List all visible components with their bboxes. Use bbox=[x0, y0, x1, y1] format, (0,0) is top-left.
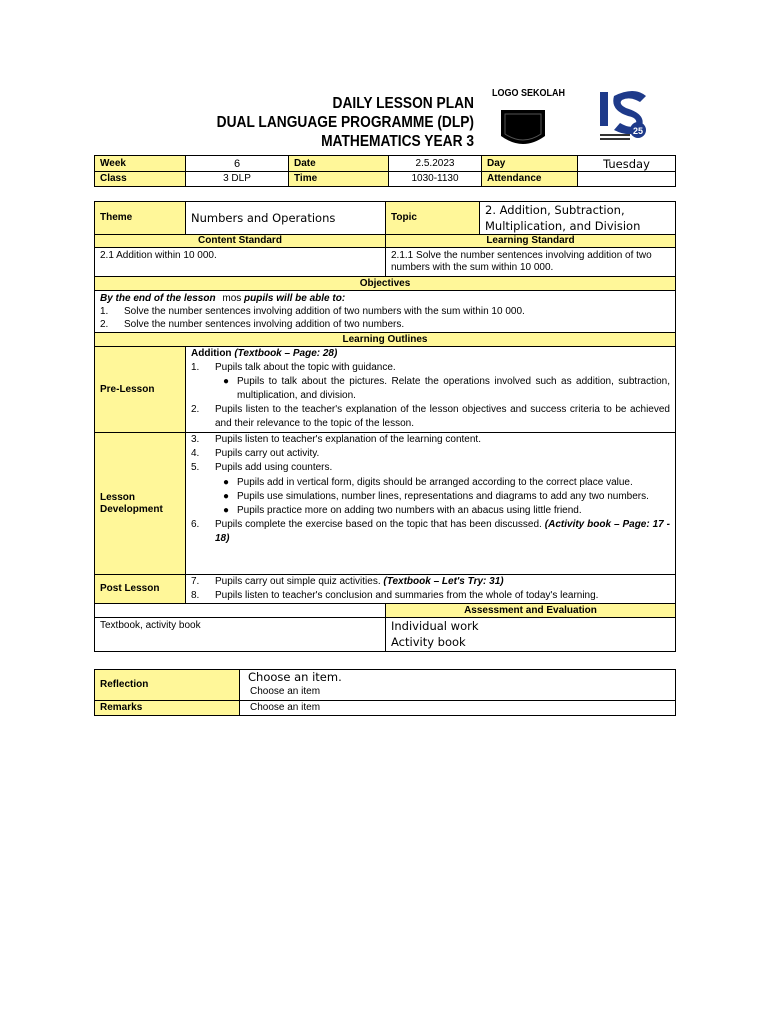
post-item: 8. Pupils listen to teacher's conclusion and summaries from the whole of today's learning. bbox=[191, 590, 599, 601]
objectives-intro-c: pupils will be able to: bbox=[244, 293, 346, 304]
time-value[interactable]: 1030-1130 bbox=[389, 172, 482, 187]
dev-bullet: ● Pupils add in vertical form, digits should be arranged according to the correct place value. bbox=[222, 477, 633, 488]
week-label: Week bbox=[95, 156, 186, 172]
school-logo-shield-icon bbox=[497, 106, 549, 155]
reflection-value[interactable] bbox=[240, 670, 676, 701]
dev-item6-ref: (Activity book – Page: 17 - 18) bbox=[215, 519, 671, 544]
assessment-line-2: Activity book bbox=[391, 635, 466, 649]
objectives-header: Objectives bbox=[95, 277, 676, 291]
dev-bullet: ● Pupils use simulations, number lines, representations and diagrams to add any two numbers. bbox=[222, 491, 649, 502]
topic-value[interactable]: 2. Addition, Subtraction, Multiplication, and Division bbox=[480, 202, 676, 235]
title-line-1: DAILY LESSON PLAN bbox=[332, 95, 474, 112]
objectives-intro-a: By the end of the lesson bbox=[100, 293, 216, 304]
materials-value[interactable]: Textbook, activity book bbox=[95, 618, 386, 652]
content-standard-header: Content Standard bbox=[95, 235, 386, 248]
objectives-intro-b: mos bbox=[222, 293, 242, 304]
learning-outlines-header: Learning Outlines bbox=[95, 333, 676, 347]
time-label: Time bbox=[289, 172, 389, 187]
reflection-choice-2[interactable]: Choose an item bbox=[250, 686, 321, 697]
svg-text:25: 25 bbox=[632, 126, 644, 136]
class-label: Class bbox=[95, 172, 186, 187]
lesson-table bbox=[94, 201, 676, 652]
dev-item: 3. Pupils listen to teacher's explanation of the learning content. bbox=[191, 434, 481, 445]
post-lesson-label: Post Lesson bbox=[95, 575, 186, 604]
title-line-2: DUAL LANGUAGE PROGRAMME (DLP) bbox=[216, 114, 474, 131]
pre-heading-ref: (Textbook – Page: 28) bbox=[234, 348, 338, 359]
title-line-3: MATHEMATICS YEAR 3 bbox=[321, 133, 474, 150]
remarks-label: Remarks bbox=[95, 701, 240, 716]
attendance-label: Attendance bbox=[482, 172, 578, 187]
date-value[interactable]: 2.5.2023 bbox=[389, 156, 482, 172]
post-lesson-content bbox=[186, 575, 676, 604]
assessment-spacer bbox=[95, 604, 386, 618]
theme-value[interactable]: Numbers and Operations bbox=[186, 202, 386, 235]
reflection-table bbox=[94, 669, 676, 716]
post-item: 7. Pupils carry out simple quiz activities. (Textbook – Let's Try: 31) bbox=[191, 576, 504, 587]
objective-item: 2. Solve the number sentences involving addition of two numbers. bbox=[100, 319, 405, 330]
objectives-cell bbox=[95, 291, 676, 333]
attendance-value[interactable] bbox=[578, 172, 676, 187]
pre-lesson-content bbox=[186, 347, 676, 433]
dev-item: 6. Pupils complete the exercise based on the topic that has been discussed. (Activity book – Page: 17 - 18) bbox=[191, 519, 671, 544]
lesson-development-label: Lesson Development bbox=[95, 433, 186, 575]
date-label: Date bbox=[289, 156, 389, 172]
lesson-development-content bbox=[186, 433, 676, 575]
learning-standard-header: Learning Standard bbox=[386, 235, 676, 248]
post-item7-ref: (Textbook – Let's Try: 31) bbox=[383, 576, 504, 587]
assessment-header: Assessment and Evaluation bbox=[386, 604, 676, 618]
pre-bullet: ● Pupils to talk about the pictures. Relate the operations involved such as addition, subtraction, multiplication, and division. bbox=[222, 376, 670, 401]
ministry-logo-icon bbox=[594, 86, 656, 147]
logo-label: LOGO SEKOLAH bbox=[492, 88, 566, 99]
pre-item: 2. Pupils listen to the teacher's explanation of the lesson objectives and success criteria to be achieved and their relevance to the topic of the lesson. bbox=[191, 404, 670, 429]
pre-item: 1. Pupils talk about the topic with guidance. bbox=[191, 362, 396, 373]
class-value[interactable]: 3 DLP bbox=[186, 172, 289, 187]
reflection-label: Reflection bbox=[95, 670, 240, 701]
reflection-choice-1[interactable]: Choose an item. bbox=[248, 670, 342, 684]
dev-item: 5. Pupils add using counters. bbox=[191, 462, 333, 473]
content-standard-value: 2.1 Addition within 10 000. bbox=[95, 248, 386, 277]
pre-heading: Addition bbox=[191, 348, 232, 359]
pre-lesson-label: Pre-Lesson bbox=[95, 347, 186, 433]
remarks-value[interactable]: Choose an item bbox=[240, 701, 676, 716]
theme-label: Theme bbox=[95, 202, 186, 235]
objective-item: 1. Solve the number sentences involving addition of two numbers with the sum within 10 000. bbox=[100, 306, 525, 317]
dev-item: 4. Pupils carry out activity. bbox=[191, 448, 320, 459]
info-table bbox=[94, 155, 676, 187]
week-value[interactable]: 6 bbox=[186, 156, 289, 172]
topic-label: Topic bbox=[386, 202, 480, 235]
day-value[interactable]: Tuesday bbox=[578, 156, 676, 172]
assessment-value[interactable] bbox=[386, 618, 676, 652]
day-label: Day bbox=[482, 156, 578, 172]
assessment-line-1: Individual work bbox=[391, 619, 479, 633]
dev-bullet: ● Pupils practice more on adding two numbers with an abacus using little friend. bbox=[222, 505, 582, 516]
learning-standard-value: 2.1.1 Solve the number sentences involving addition of two numbers with the sum within 10 000. bbox=[386, 248, 676, 277]
